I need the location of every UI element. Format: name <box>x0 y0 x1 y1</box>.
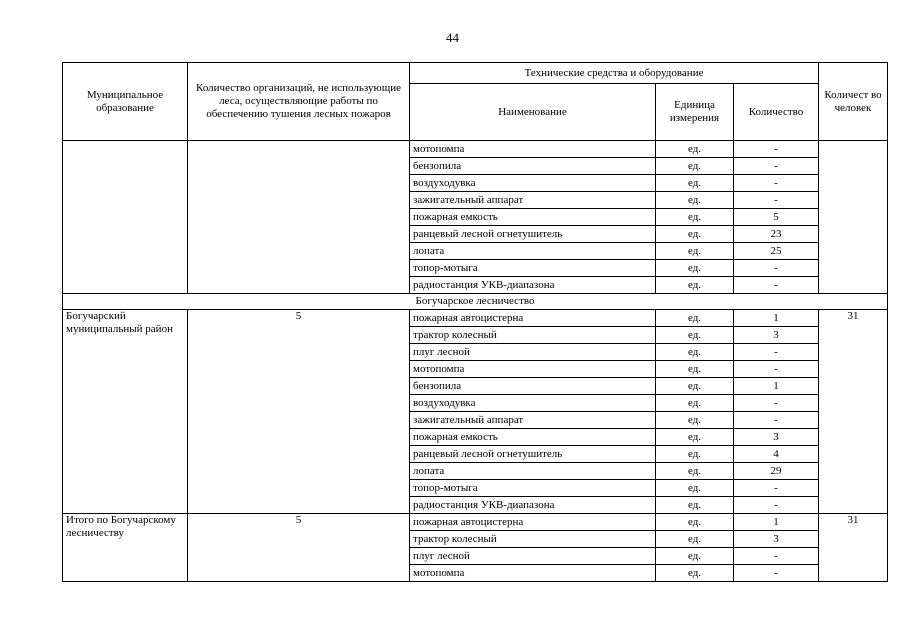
unit-cell: ед. <box>656 497 734 514</box>
quantity-cell: - <box>734 141 819 158</box>
unit-cell: ед. <box>656 565 734 582</box>
municipality-cell: Итого по Богучарскому лесничеству <box>63 514 188 582</box>
section-title: Богучарское лесничество <box>63 294 888 310</box>
equipment-name-cell: топор-мотыга <box>410 260 656 277</box>
unit-cell: ед. <box>656 226 734 243</box>
quantity-cell: - <box>734 158 819 175</box>
unit-cell: ед. <box>656 463 734 480</box>
quantity-cell: 1 <box>734 310 819 327</box>
header-equipment: Технические средства и оборудование <box>410 63 819 84</box>
equipment-name-cell: трактор колесный <box>410 327 656 344</box>
people-count-cell: 31 <box>819 514 888 582</box>
equipment-name-cell: мотопомпа <box>410 361 656 378</box>
header-orgs-count: Количество организаций, не использующие леса, осуществляющие работы по обеспечению тушения лесных пожаров <box>188 63 410 141</box>
unit-cell: ед. <box>656 395 734 412</box>
quantity-cell: - <box>734 192 819 209</box>
header-municipality: Муниципальное образование <box>63 63 188 141</box>
unit-cell: ед. <box>656 327 734 344</box>
table-row <box>63 310 888 327</box>
equipment-name-cell: радиостанция УКВ-диапазона <box>410 497 656 514</box>
equipment-name-cell: зажигательный аппарат <box>410 412 656 429</box>
unit-cell: ед. <box>656 412 734 429</box>
quantity-cell: - <box>734 277 819 294</box>
quantity-cell: 3 <box>734 531 819 548</box>
equipment-name-cell: плуг лесной <box>410 344 656 361</box>
unit-cell: ед. <box>656 514 734 531</box>
equipment-name-cell: бензопила <box>410 378 656 395</box>
unit-cell: ед. <box>656 260 734 277</box>
quantity-cell: - <box>734 260 819 277</box>
municipality-cell: Богучарский муниципальный район <box>63 310 188 514</box>
quantity-cell: - <box>734 565 819 582</box>
equipment-name-cell: пожарная автоцистерна <box>410 310 656 327</box>
quantity-cell: 23 <box>734 226 819 243</box>
equipment-name-cell: зажигательный аппарат <box>410 192 656 209</box>
people-count-cell: 31 <box>819 310 888 514</box>
unit-cell: ед. <box>656 243 734 260</box>
equipment-name-cell: пожарная емкость <box>410 429 656 446</box>
equipment-name-cell: лопата <box>410 463 656 480</box>
quantity-cell: 29 <box>734 463 819 480</box>
quantity-cell: - <box>734 361 819 378</box>
equipment-name-cell: ранцевый лесной огнетушитель <box>410 226 656 243</box>
quantity-cell: 1 <box>734 378 819 395</box>
equipment-name-cell: пожарная емкость <box>410 209 656 226</box>
quantity-cell: 1 <box>734 514 819 531</box>
equipment-name-cell: воздуходувка <box>410 175 656 192</box>
quantity-cell: - <box>734 480 819 497</box>
unit-cell: ед. <box>656 446 734 463</box>
table-block-boguchar-total <box>63 514 888 582</box>
unit-cell: ед. <box>656 209 734 226</box>
unit-cell: ед. <box>656 378 734 395</box>
header-quantity: Количество <box>734 84 819 141</box>
unit-cell: ед. <box>656 141 734 158</box>
quantity-cell: 4 <box>734 446 819 463</box>
table-row <box>63 514 888 531</box>
section-header <box>63 294 888 310</box>
equipment-name-cell: плуг лесной <box>410 548 656 565</box>
quantity-cell: - <box>734 175 819 192</box>
equipment-name-cell: трактор колесный <box>410 531 656 548</box>
equipment-name-cell: мотопомпа <box>410 141 656 158</box>
equipment-name-cell: ранцевый лесной огнетушитель <box>410 446 656 463</box>
unit-cell: ед. <box>656 548 734 565</box>
equipment-name-cell: воздуходувка <box>410 395 656 412</box>
unit-cell: ед. <box>656 361 734 378</box>
header-unit: Единица измерения <box>656 84 734 141</box>
equipment-name-cell: топор-мотыга <box>410 480 656 497</box>
orgs-count-cell: 5 <box>188 310 410 514</box>
table-block-boguchar-district <box>63 310 888 514</box>
equipment-name-cell: пожарная автоцистерна <box>410 514 656 531</box>
header-equipment-name: Наименование <box>410 84 656 141</box>
page-number: 44 <box>446 30 459 45</box>
unit-cell: ед. <box>656 310 734 327</box>
quantity-cell: - <box>734 344 819 361</box>
unit-cell: ед. <box>656 175 734 192</box>
table-row <box>63 141 888 158</box>
unit-cell: ед. <box>656 480 734 497</box>
quantity-cell: 5 <box>734 209 819 226</box>
unit-cell: ед. <box>656 429 734 446</box>
quantity-cell: - <box>734 412 819 429</box>
equipment-name-cell: радиостанция УКВ-диапазона <box>410 277 656 294</box>
unit-cell: ед. <box>656 344 734 361</box>
section-row <box>63 294 888 310</box>
table-block-continued <box>63 141 888 294</box>
quantity-cell: 3 <box>734 429 819 446</box>
orgs-count-cell: 5 <box>188 514 410 582</box>
unit-cell: ед. <box>656 192 734 209</box>
unit-cell: ед. <box>656 158 734 175</box>
quantity-cell: - <box>734 395 819 412</box>
quantity-cell: 25 <box>734 243 819 260</box>
unit-cell: ед. <box>656 531 734 548</box>
quantity-cell: - <box>734 548 819 565</box>
quantity-cell: 3 <box>734 327 819 344</box>
equipment-name-cell: мотопомпа <box>410 565 656 582</box>
unit-cell: ед. <box>656 277 734 294</box>
people-count-cell <box>819 141 888 294</box>
equipment-table <box>62 62 888 582</box>
quantity-cell: - <box>734 497 819 514</box>
municipality-cell <box>63 141 188 294</box>
header-row-top <box>63 63 888 84</box>
equipment-name-cell: лопата <box>410 243 656 260</box>
header-people-count: Количест во человек <box>819 63 888 141</box>
equipment-name-cell: бензопила <box>410 158 656 175</box>
orgs-count-cell <box>188 141 410 294</box>
